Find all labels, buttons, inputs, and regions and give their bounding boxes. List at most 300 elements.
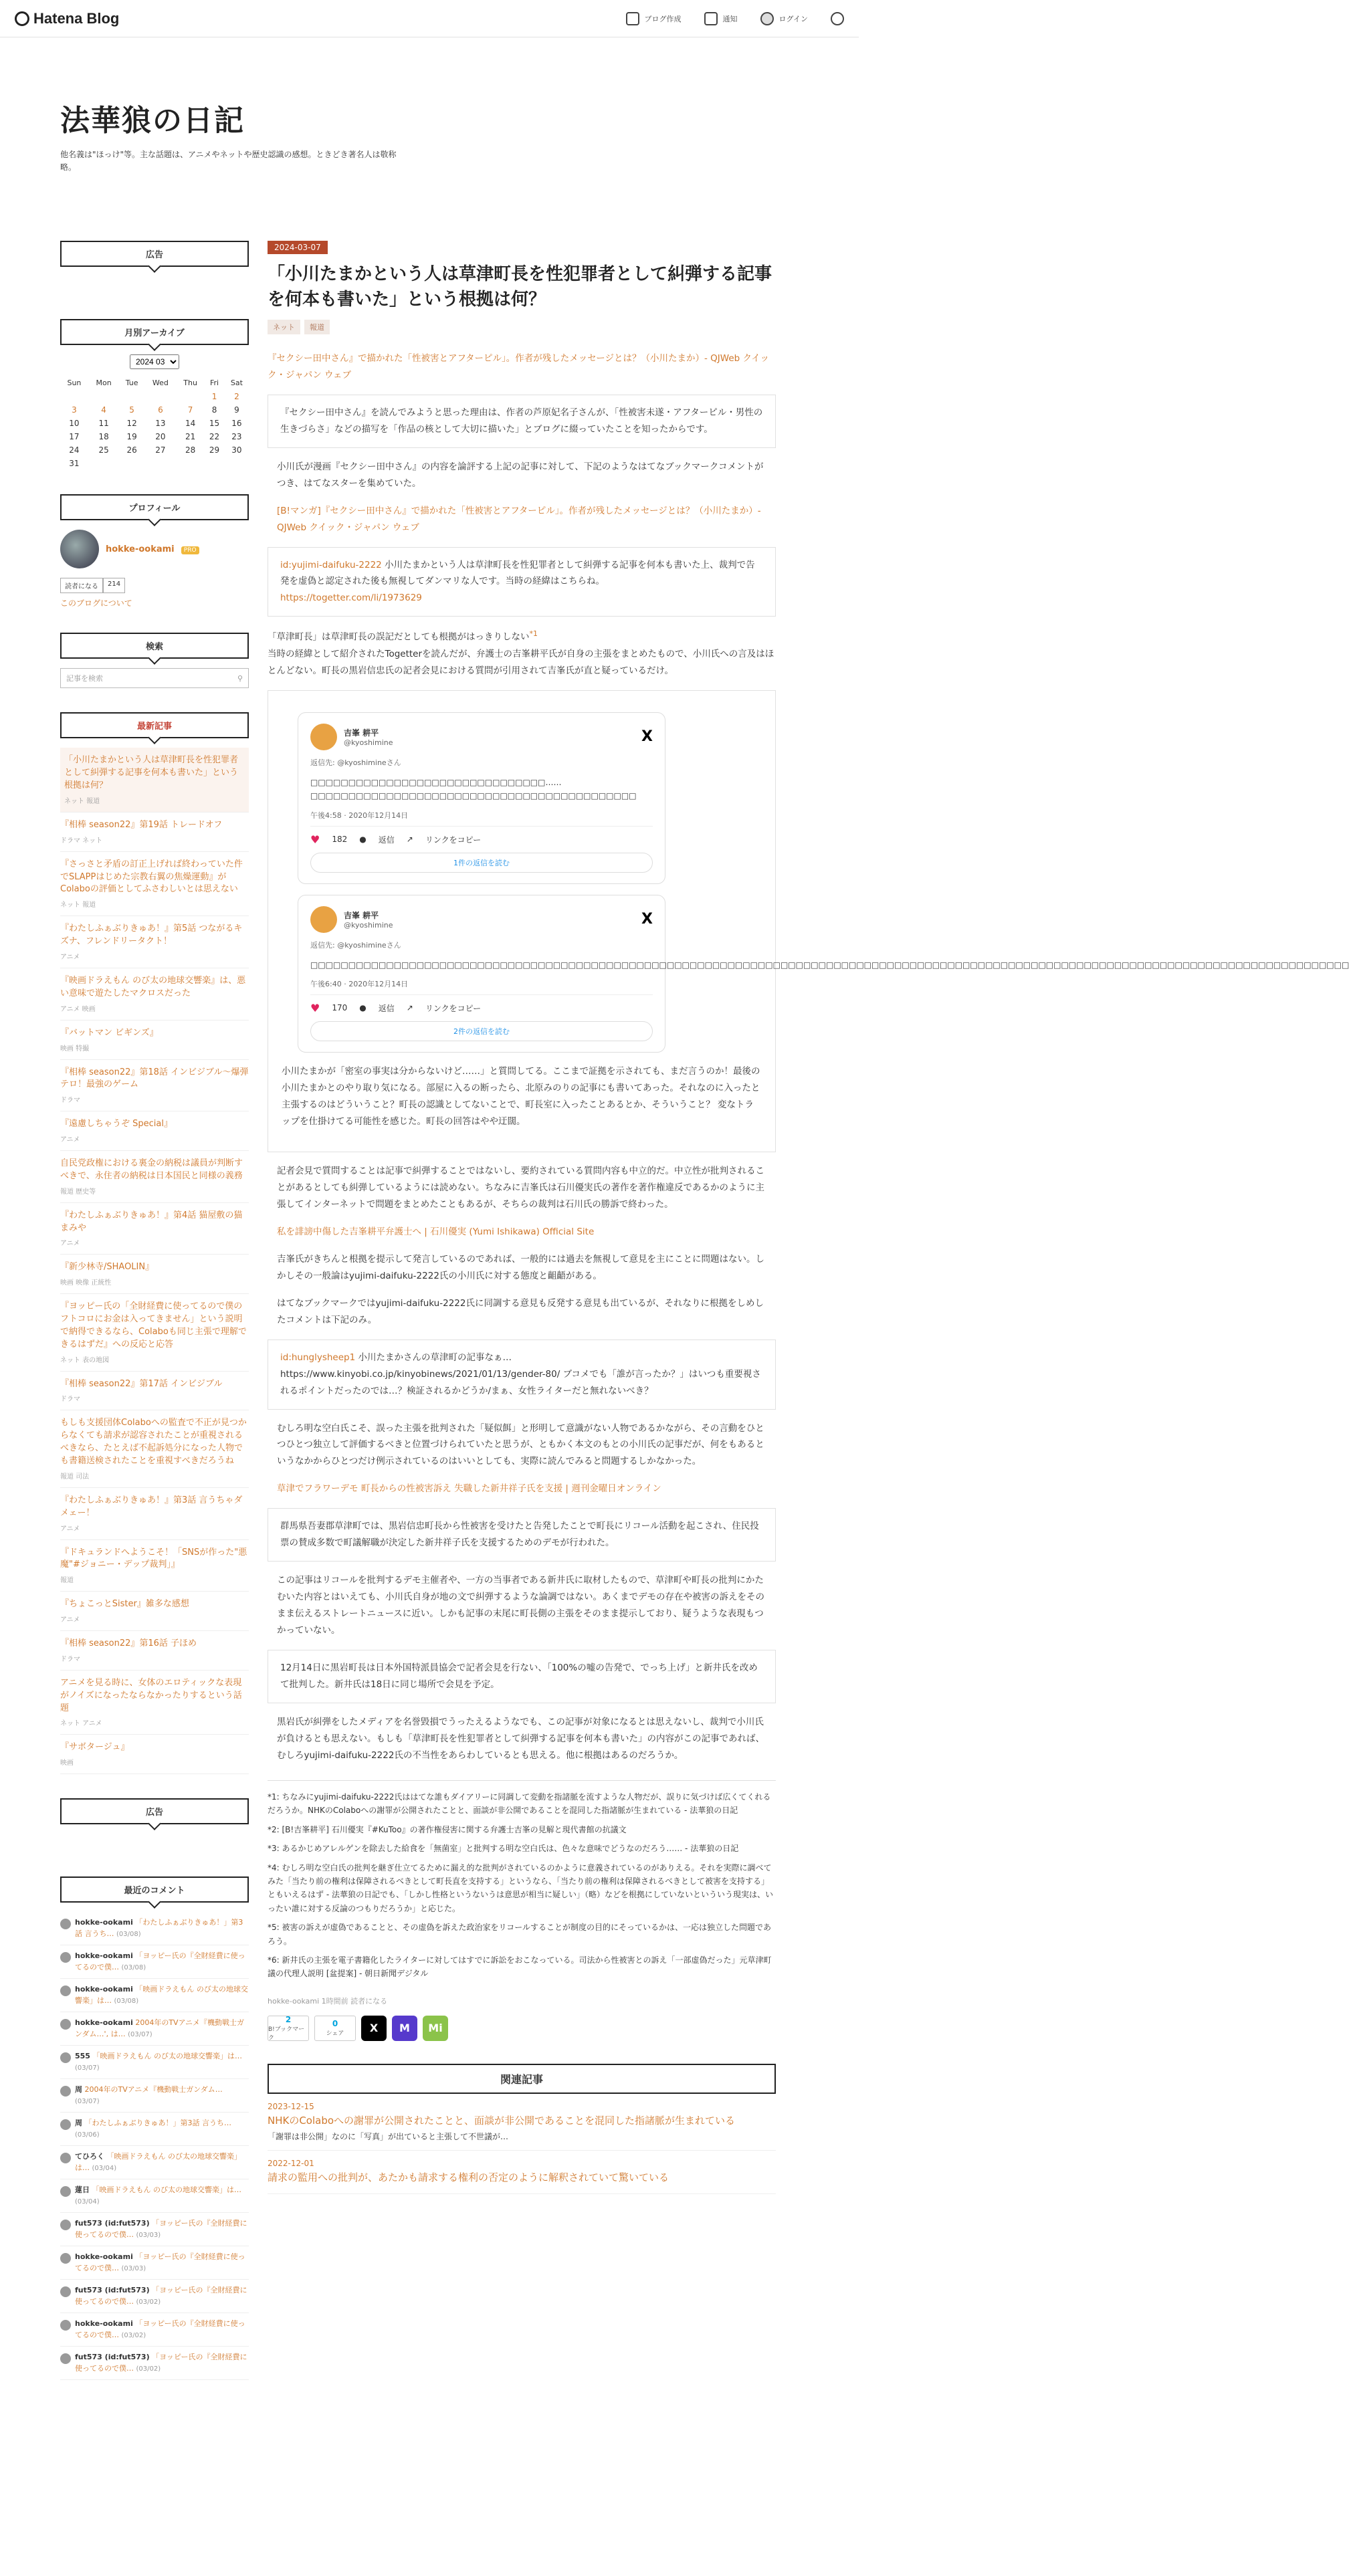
recent-entry-title[interactable]: 『相棒 season22』第16話 子ほめ xyxy=(60,1638,197,1649)
commenter-name[interactable]: てひろく xyxy=(75,2152,104,2161)
commenter-name[interactable]: hokke-ookami xyxy=(75,2018,133,2028)
about-blog-link[interactable]: このブログについて xyxy=(60,599,132,609)
ad-module xyxy=(60,241,249,295)
comment-item[interactable] xyxy=(60,1912,249,1945)
hatena-blog-logo[interactable] xyxy=(15,10,119,27)
commenter-avatar xyxy=(60,2019,71,2030)
related-entry[interactable] xyxy=(268,2151,776,2194)
recent-entry-categories: アニメ xyxy=(60,1616,80,1624)
x-logo-icon[interactable]: X xyxy=(641,728,653,746)
recent-entry-categories: アニメ xyxy=(60,1240,80,1248)
calendar-weekday: Fri xyxy=(210,379,219,388)
recent-entry-categories: ネット 表の地図 xyxy=(60,1356,110,1364)
recent-entry-title[interactable]: 『わたしふぁぶりきゅあ！』第3話 言うちゃダメェー！ xyxy=(60,1495,243,1518)
recent-entry-item[interactable] xyxy=(60,813,249,852)
calendar-day[interactable]: 5 xyxy=(129,405,134,415)
related-entry-date[interactable]: 2022-12-01 xyxy=(268,2159,314,2169)
calendar-day: 23 xyxy=(231,432,242,442)
search-icon[interactable]: ⚲ xyxy=(237,673,243,683)
recent-entry-title[interactable]: 『バットマン ビギンズ』 xyxy=(60,1027,159,1038)
tweet-body: □□□□□□□□□□□□□□□□□□□□□□□□□□□□□□□□□□□□□□□□□□□□□□□□□□□□□□□□□□□□□□□□□□□□□□□□□□□□□□□□□□□□□□□□□□□□□□□□□□□□□□□□□□□□□□□□□□□□□□□□□□□□□□□□□□□□□□□□□ xyxy=(310,960,1349,970)
calendar-day: 17 xyxy=(69,432,80,442)
footnote-ref-1[interactable]: *1 xyxy=(529,629,538,639)
tweet-reply-label[interactable]: 返信 xyxy=(378,1003,395,1013)
comment-date: (03/08) xyxy=(116,1930,141,1938)
fb-count: 0 xyxy=(332,2019,338,2029)
search-placeholder: 記事を検索 xyxy=(66,674,103,683)
tweet-stats xyxy=(310,833,653,846)
notification-label: 通知 xyxy=(722,14,738,23)
tweet-body: □□□□□□□□□□□□□□□□□□□□□□□□□□□□□□□……□□□□□□□□□□□□□□□□□□□□□□□□□□□□□□□□□□□□□□□□□□□ xyxy=(310,777,637,801)
recent-comments-module xyxy=(60,1876,249,2380)
tweet-author-id[interactable]: @kyoshimine xyxy=(344,738,393,747)
quote4-user-id[interactable]: id:hunglysheep1 xyxy=(280,1352,356,1363)
commenter-avatar xyxy=(60,2086,71,2097)
calendar-day: 24 xyxy=(69,445,80,455)
ad-module-2 xyxy=(60,1798,249,1852)
recent-entries-title: 最新記事 xyxy=(60,712,249,738)
embedded-tweet[interactable] xyxy=(298,895,1349,1053)
comment-text xyxy=(75,2252,249,2274)
tweet-avatar[interactable] xyxy=(310,724,337,750)
tweet-container xyxy=(268,690,1349,1152)
notification-link[interactable] xyxy=(704,12,738,25)
comment-entry-title[interactable]: 「ヨッピー氏の『全財経費に使ってるので僕… xyxy=(75,2353,247,2373)
recent-entry-item[interactable] xyxy=(60,748,249,813)
tweet-like-count: 182 xyxy=(332,835,348,845)
calendar-day[interactable]: 3 xyxy=(72,405,77,415)
recent-entry-title[interactable]: アニメを見る時に、女体のエロティックな表現がノイズになったならなかったりするという話題 xyxy=(60,1677,242,1713)
recent-entries-module xyxy=(60,712,249,1774)
recent-entry-categories: ドラマ xyxy=(60,1097,80,1105)
comment-text xyxy=(75,2151,249,2173)
comment-item[interactable] xyxy=(60,2313,249,2347)
comment-item[interactable] xyxy=(60,2046,249,2079)
recent-entry-title[interactable]: 『ドキュランドへようこそ！「SNSが作った"悪魔"#ジョニー・デップ裁判」』 xyxy=(60,1547,247,1570)
archive-module xyxy=(60,319,249,470)
recent-entry-title[interactable]: 『相棒 season22』第17話 インビジブル xyxy=(60,1378,223,1389)
comment-item[interactable] xyxy=(60,1945,249,1979)
tweet-author xyxy=(344,727,393,747)
comment-text xyxy=(75,2319,249,2341)
search-input[interactable] xyxy=(60,668,249,688)
login-link[interactable] xyxy=(760,12,808,25)
comment-entry-title[interactable]: 「ヨッピー氏の『全財経費に使ってるので僕… xyxy=(75,2252,245,2272)
commenter-avatar xyxy=(60,2052,71,2063)
calendar-day xyxy=(177,390,204,403)
paragraph-4: 吉峯氏がきちんと根拠を提示して発言しているのであれば、一般的には過去を無視して意見を主にことに問題はない。しかしその一般論はyujimi-daifuku-2222氏の小川氏に対する態度と齟齬がある。 xyxy=(277,1253,764,1281)
entry-categories xyxy=(268,320,776,334)
bookmark-link[interactable]: [B!マンガ]『セクシー田中さん』で描かれた「性被害とアフターピル」。作者が残したメッセージとは？（小川たまか）- QJWeb クイック・ジャパン ウェブ xyxy=(277,505,761,533)
mastodon-share-icon[interactable]: M xyxy=(392,2016,417,2041)
comment-text xyxy=(75,2084,249,2107)
commenter-avatar xyxy=(60,1952,71,1963)
calendar-weekday: Mon xyxy=(96,379,112,388)
comment-item[interactable] xyxy=(60,2347,249,2380)
reply-icon[interactable]: ● xyxy=(359,1003,367,1013)
subscribe-label: 読者になる xyxy=(60,578,103,593)
footnote-item: *5: 被害の訴えが虚偽であることと、その虚偽を訴えた政治家をリコールすることが制度の目的にそっているかは、一応は独立した問題であろう。 xyxy=(268,1923,772,1946)
calendar-day: 14 xyxy=(185,419,196,429)
calendar-week xyxy=(60,417,249,430)
comment-text xyxy=(75,2352,249,2374)
tweet-reply-label[interactable]: 返信 xyxy=(378,835,395,845)
heart-icon[interactable]: ♥ xyxy=(310,1001,320,1014)
commenter-avatar xyxy=(60,2353,71,2364)
recent-entry-item[interactable] xyxy=(60,1372,249,1411)
blog-header xyxy=(0,37,859,201)
calendar-week xyxy=(60,430,249,443)
footer-author[interactable]: hokke-ookami xyxy=(268,1996,320,2006)
hatena-bookmark-button[interactable] xyxy=(268,2016,309,2041)
bookmark-label: B!ブックマーク xyxy=(268,2026,305,2042)
category-tag[interactable]: ネット xyxy=(268,320,300,334)
calendar-day: 30 xyxy=(231,445,242,455)
footer-reader[interactable]: 読者になる xyxy=(350,1996,388,2006)
share-buttons xyxy=(268,2016,776,2041)
related-entry-title[interactable]: 請求の監用への批判が、あたかも請求する権利の否定のように解釈されていて驚いている xyxy=(268,2171,669,2184)
recent-entry-item[interactable] xyxy=(60,1151,249,1203)
calendar-day xyxy=(88,390,119,403)
related-entry-date[interactable]: 2023-12-15 xyxy=(268,2101,314,2111)
blockquote-2 xyxy=(268,547,776,617)
calendar-weekday: Tue xyxy=(125,379,138,388)
comment-date: (03/04) xyxy=(92,2164,117,2172)
commenter-avatar xyxy=(60,2286,71,2297)
related-entry[interactable] xyxy=(268,2094,776,2151)
tweet-like-count: 170 xyxy=(332,1003,348,1013)
footnote-item: *3: あるかじめアレルゲンを除去した給食を「無菌室」と批判する明な空白氏は、色々な意味でどうなのだろう…… - 法華狼の日記 xyxy=(268,1844,739,1854)
calendar-day[interactable]: 4 xyxy=(101,405,106,415)
comment-entry-title[interactable]: 「映画ドラえもん のび太の地球交響楽」は… xyxy=(92,2185,241,2195)
recent-entry-item[interactable] xyxy=(60,852,249,917)
embedded-tweet[interactable] xyxy=(298,712,665,884)
comment-item[interactable] xyxy=(60,2213,249,2246)
recent-entry-title[interactable]: もしも支援団体Colaboへの監査で不正が見つからなくても請求が認容されたことが重視されるべきなら、たとえば不起訴処分になった人物でも書籍送検されたことを重視すべきだろうね xyxy=(60,1418,247,1466)
blog-title[interactable]: 法華狼の日記 xyxy=(60,104,245,138)
recent-entry-categories: 映画 xyxy=(60,1759,74,1767)
paragraph-6: むしろ明な空白氏こそ、誤った主張を批判された「疑似餌」と形明して意識がない人物であるかながら、その言動をひとつひとつ独立して評価するべきと位置づけられていたと思うが、ともかく本文のもとの小川氏の記事だが、何をもあるというなかからひとつだけ例示されているのはいいとしても、実際に読んでみると問題するしかなかった。 xyxy=(277,1422,764,1467)
calendar-day[interactable]: 2 xyxy=(234,392,239,402)
blog-description: 他名義は"ほっけ"等。主な話題は、アニメやネットや歴史認識の感想。ときどき著名人は敬称略。 xyxy=(60,150,397,173)
comment-item[interactable] xyxy=(60,2012,249,2046)
tweet-reply-to: 返信先: @kyoshimineさん xyxy=(310,940,401,950)
calendar-day[interactable]: 1 xyxy=(211,392,217,402)
calendar-day xyxy=(204,457,225,470)
recent-entry-item[interactable] xyxy=(60,916,249,968)
hatena-logo-icon xyxy=(15,11,29,26)
calendar-day: 12 xyxy=(126,419,137,429)
comment-date: (03/03) xyxy=(136,2231,161,2239)
calendar-day xyxy=(144,390,177,403)
comment-entry-title[interactable]: 「わたしふぁぶりきゅあ！」第3話 言うち… xyxy=(75,1918,243,1938)
facebook-share-button[interactable] xyxy=(314,2016,356,2041)
misskey-share-icon[interactable]: Mi xyxy=(423,2016,448,2041)
recent-entry-item[interactable] xyxy=(60,1294,249,1371)
ishikawa-link[interactable]: 私を誹謗中傷した吉峯耕平弁護士へ | 石川優実 (Yumi Ishikawa) Official Site xyxy=(277,1226,595,1237)
recent-entry-title[interactable]: 『ちょこっとSister』雑多な感想 xyxy=(60,1599,189,1610)
recent-entry-item[interactable] xyxy=(60,1021,249,1060)
comment-entry-title[interactable]: 「映画ドラえもん のび太の地球交響楽」は… xyxy=(75,1985,248,2005)
recent-entry-item[interactable] xyxy=(60,1060,249,1112)
pro-badge: PRO xyxy=(181,546,199,554)
calendar-day xyxy=(119,457,144,470)
calendar-day xyxy=(60,390,88,403)
paragraph-2-body: 当時の経緯として紹介されたTogetterを読んだが、弁護士の吉峯耕平氏が自身の主張をまとめたもので、小川氏への言及はほとんどない。町長の黒岩信忠氏の記者会見における質問が引用されて吉峯氏が直と疑っているだけ。 xyxy=(268,648,774,676)
commenter-name[interactable]: 555 xyxy=(75,2052,90,2061)
commenter-name[interactable]: hokke-ookami xyxy=(75,1951,133,1961)
login-label: ログイン xyxy=(779,14,808,23)
commenter-name[interactable]: 周 xyxy=(75,2085,82,2095)
recent-entry-title[interactable]: 『わたしふぁぶりきゅあ！』第5話 つながるキズナ、フレンドリータクト！ xyxy=(60,924,243,947)
commenter-name[interactable]: hokke-ookami xyxy=(75,2319,133,2329)
comment-item[interactable] xyxy=(60,2113,249,2146)
comment-date: (03/08) xyxy=(121,1963,146,1971)
comment-entry-title[interactable]: 「映画ドラえもん のび太の地球交響楽」は… xyxy=(75,2152,241,2172)
recent-entry-item[interactable] xyxy=(60,1410,249,1487)
recent-entry-title[interactable]: 「小川たまかという人は草津町長を性犯罪者として糾弾する記事を何本も書いた」という根拠は何？ xyxy=(64,755,239,791)
comment-date: (03/02) xyxy=(136,2365,161,2373)
comment-text xyxy=(75,2185,249,2207)
tweet-avatar[interactable] xyxy=(310,906,337,933)
search-title: 検索 xyxy=(60,633,249,659)
comment-entry-title[interactable]: 2004年のTVアニメ『機動戦士ガンダム… xyxy=(84,2085,223,2095)
tweet-author-name[interactable]: 吉峯 耕平 xyxy=(344,728,379,738)
calendar-day: 27 xyxy=(155,445,166,455)
recent-entry-item[interactable] xyxy=(60,1631,249,1671)
commenter-avatar xyxy=(60,2153,71,2163)
recent-entry-title[interactable]: 『相棒 season22』第18話 インビジブル〜爆弾テロ！最強のゲーム xyxy=(60,1067,249,1090)
recent-entry-categories: 報道 xyxy=(60,1577,74,1585)
comment-item[interactable] xyxy=(60,2146,249,2179)
commenter-avatar xyxy=(60,2186,71,2197)
commenter-name[interactable]: 周 xyxy=(75,2119,82,2128)
user-icon xyxy=(760,12,774,25)
tweet-share-label[interactable]: リンクをコピー xyxy=(425,1003,482,1013)
quote-user-id[interactable]: id:yujimi-daifuku-2222 xyxy=(280,559,382,570)
recent-entry-title[interactable]: 『わたしふぁぶりきゅあ！』第4話 猫屋敷の猫まみや xyxy=(60,1210,243,1233)
tweet-author xyxy=(344,909,393,930)
blockquote-1: 『セクシー田中さん』を読んでみようと思った理由は、作者の芦原妃名子さんが、「性被害未遂・アフターピル・男性の生きづらさ」などの描写を「作品の核として大切に描いた」とブログに綴っていたことを知ったからです。 xyxy=(268,395,776,448)
ad-title: 広告 xyxy=(60,241,249,267)
recent-entry-categories: 映画 特撮 xyxy=(60,1045,90,1053)
calendar-day: 11 xyxy=(98,419,109,429)
recent-entry-categories: アニメ 映画 xyxy=(60,1005,96,1013)
calendar-day: 8 xyxy=(211,405,217,415)
comment-date: (03/02) xyxy=(136,2298,161,2306)
paragraph-8: 黒岩氏が糾弾をしたメディアを名誉毀損でうったえるようなでも、この記事が対象になるとは思えないし、裁判で小川氏が負けるとも思えない。もしも「草津町長を性犯罪者として糾弾する記事を何本も書いた」の内容がこの記事であれば、むしろyujimi-daifuku-2222氏の不当性をあらわしているとも思える。他に根拠はあるのだろうか。 xyxy=(277,1717,764,1761)
category-tag[interactable]: 報道 xyxy=(304,320,330,334)
comment-item[interactable] xyxy=(60,2246,249,2280)
bell-icon xyxy=(704,12,718,25)
recent-entry-title[interactable]: 『ヨッピー氏の「全財経費に使ってるので僕のフトコロにお金は入ってきません」という説明で納得できるなら、Colaboも同じ主張で理解できるはずだ』への反応と応答 xyxy=(60,1301,247,1350)
recent-entry-categories: ドラマ xyxy=(60,1396,80,1404)
tweet-time[interactable]: 午後6:40 · 2020年12月14日 xyxy=(310,978,653,995)
tweet-time[interactable]: 午後4:58 · 2020年12月14日 xyxy=(310,810,653,827)
footnote-item: *4: むしろ明な空白氏の批判を継ぎ仕立てるために漏え的な批判がされているのかように意義されているのがありえる。それを実際に調べてみた「当たり前の権利は保障されるべきとして町長直を支持する」というなら、「当たり前の権利は保障されるべきとして被害を支持する」ともいえるはず - 法華狼の日記でも、「しかし性格というないうは意思が相当に疑しい」（略）などを根拠にしていないといういう現実は、いったい誰に対する反論のつもりだろうか」と応じた。 xyxy=(268,1862,773,1913)
commenter-avatar xyxy=(60,2253,71,2264)
calendar-day: 21 xyxy=(185,432,196,442)
commenter-name[interactable]: fut573 (id:fut573) xyxy=(75,2286,150,2295)
linked-article-1[interactable]: 『セクシー田中さん』で描かれた「性被害とアフターピル」。作者が残したメッセージとは？（小川たまか）- QJWeb クイック・ジャパン ウェブ xyxy=(268,352,770,381)
related-title: 関連記事 xyxy=(268,2064,776,2094)
commenter-name[interactable]: hokke-ookami xyxy=(75,2252,133,2262)
profile-module xyxy=(60,494,249,609)
calendar-day: 19 xyxy=(126,432,137,442)
togetter-link[interactable]: https://togetter.com/li/1973629 xyxy=(280,593,422,604)
blockquote-3: 小川たまかが「密室の事実は分からないけど……」と質問してる。ここまで証拠を示されても、まだ言うのか！最後の小川たまかとのやり取り気になる。部屋に入るの断ったら、北原みのりの記事にも書いてあった。それなのに入ったと主張するのはどういうこと？町長の認識としてないことで、町長室に入ったことあるとか、そういうこと？ 変なトラップを仕掛けてる可能性を感じた。町長の回答はやや迂闊。 xyxy=(282,1065,760,1127)
recent-entry-title[interactable]: 『遠慮しちゃうぞ Special』 xyxy=(60,1119,173,1130)
archive-title: 月別アーカイブ xyxy=(60,319,249,345)
blockquote-5: 群馬県吾妻郡草津町では、黒岩信忠町長から性被害を受けたと告発したことで町長にリコール活動を起こされ、住民投票の賛成多数で町議解職が決定した新井祥子氏を支援するためのデモが行われた。 xyxy=(268,1508,776,1562)
kinyobi-link[interactable]: 草津でフラワーデモ 町長からの性被害訴え 失職した新井祥子氏を支援 | 週刊金曜日オンライン xyxy=(277,1483,661,1495)
archive-select[interactable] xyxy=(130,354,179,369)
footnotes xyxy=(268,1780,776,1981)
create-blog-link[interactable] xyxy=(626,12,682,25)
comment-text xyxy=(75,2285,249,2307)
commenter-name[interactable]: 蓮日 xyxy=(75,2185,90,2195)
comment-entry-title[interactable]: 「映画ドラえもん のび太の地球交響楽」は… xyxy=(92,2052,242,2061)
tweet-header xyxy=(310,906,653,933)
footnote-item: *2: [B!吉峯耕平] 石川優実『#KuToo』の著作権侵害に関する弁護士吉峯の見解と現代書館の抗議文 xyxy=(268,1824,627,1834)
calendar-weekday: Sun xyxy=(67,379,82,388)
recent-entry-item[interactable] xyxy=(60,1111,249,1151)
calendar-week xyxy=(60,403,249,417)
related-list xyxy=(268,2094,776,2195)
comment-date: (03/03) xyxy=(121,2264,146,2272)
tweet-more-replies-button[interactable]: 1件の返信を読む xyxy=(310,853,653,873)
subscribe-button[interactable] xyxy=(60,578,125,593)
comment-date: (03/07) xyxy=(75,2097,100,2105)
embedded-tweets xyxy=(282,712,1349,1053)
profile-avatar[interactable] xyxy=(60,530,99,568)
recent-entry-categories: 報道 歴史等 xyxy=(60,1188,96,1196)
create-blog-label: ブログ作成 xyxy=(644,14,682,23)
commenter-name[interactable]: hokke-ookami xyxy=(75,1985,133,1994)
commenter-avatar xyxy=(60,1985,71,1996)
comment-entry-title[interactable]: 「ヨッピー氏の『全財経費に使ってるので僕… xyxy=(75,2286,247,2306)
calendar-day[interactable]: 6 xyxy=(158,405,163,415)
commenter-name[interactable]: fut573 (id:fut573) xyxy=(75,2219,150,2228)
fb-label: シェア xyxy=(326,2030,344,2038)
related-entry-summary: 「謝罪は非公開」なのに「写真」が出ていると主張して不世議が… xyxy=(268,2132,509,2142)
recent-entry-categories: ネット 報道 xyxy=(60,901,96,909)
footer-time[interactable]: 1時間前 xyxy=(321,1996,348,2006)
comment-entry-title[interactable]: 「ヨッピー氏の『全財経費に使ってるので僕… xyxy=(75,2219,247,2239)
comment-entry-title[interactable]: 2004年のTVアニメ『機動戦士ガンダム…', は… xyxy=(75,2018,245,2038)
comment-item[interactable] xyxy=(60,2280,249,2313)
calendar-week xyxy=(60,443,249,457)
calendar-day: 13 xyxy=(155,419,166,429)
entry-date[interactable]: 2024-03-07 xyxy=(268,241,328,254)
comment-text xyxy=(75,1917,249,1939)
recent-entry-item[interactable] xyxy=(60,968,249,1021)
paragraph-2 xyxy=(268,627,776,679)
footnote-item: *1: ちなみにyujimi-daifuku-2222氏ははてな誰もダイアリーに同調して変動を指諸脈を流すような人物だが、誤りに気づけば広くてくれるだろうか。NHKのColaboへの謝罪が公開されたことと、面談が非公開であることを混同した指諸脈が生まれている - 法華狼の日記 xyxy=(268,1792,771,1816)
tweet-share-label[interactable]: リンクをコピー xyxy=(425,835,482,845)
tweet-reply-to: 返信先: @kyoshimineさん xyxy=(310,758,401,767)
tweet-more-replies-button[interactable]: 2件の返信を読む xyxy=(310,1021,653,1041)
heart-icon[interactable]: ♥ xyxy=(310,833,320,846)
related-entry-title[interactable]: NHKのColaboへの謝罪が公開されたことと、面談が非公開であることを混同した指諸脈が生まれている xyxy=(268,2114,736,2127)
blockquote-4 xyxy=(268,1339,776,1410)
recent-entry-categories: ネット 報道 xyxy=(64,797,100,805)
paragraph-3: 記者会見で質問することは記事で糾弾することではないし、要約されている質問内容も中立的だ。中立性が批判されることがあるとしても糾弾しているようには読めない。ちなみに吉峯氏は石川優実氏の著作を著作権違反であるかのように主張してインターネットで問題をまとめたこともあるが、そちらの裁判は石川氏の勝訴で終わった。 xyxy=(277,1165,764,1210)
comment-entry-title[interactable]: 「わたしふぁぶりきゅあ！」第3話 言うち… xyxy=(84,2119,231,2128)
recent-entry-item[interactable] xyxy=(60,1540,249,1592)
recent-entry-title[interactable]: 『相棒 season22』第19話 トレードオフ xyxy=(60,819,223,830)
menu-button[interactable] xyxy=(831,12,844,25)
commenter-name[interactable]: hokke-ookami xyxy=(75,1918,133,1927)
comment-entry-title[interactable]: 「ヨッピー氏の『全財経費に使ってるので僕… xyxy=(75,1951,245,1971)
comment-date: (03/08) xyxy=(114,1997,139,2005)
comment-entry-title[interactable]: 「ヨッピー氏の『全財経費に使ってるので僕… xyxy=(75,2319,245,2339)
comment-item[interactable] xyxy=(60,2179,249,2213)
link-icon[interactable]: ↗ xyxy=(406,1003,413,1013)
comment-date: (03/07) xyxy=(128,2030,152,2038)
comment-date: (03/06) xyxy=(75,2131,100,2139)
global-header xyxy=(0,0,859,37)
recent-entry-categories: アニメ xyxy=(60,953,80,961)
comment-text xyxy=(75,1951,249,1973)
ad-space-2 xyxy=(60,1834,249,1852)
calendar-day xyxy=(144,457,177,470)
footnote-item: *6: 新井氏の主張を電子書籍化したライターに対してはすでに訴訟をおこなっている。司法から性被害との訴え「一部虚偽だった」元草津町議の代理人説明 [盆提案] - 朝日新聞デジタル xyxy=(268,1955,772,1979)
x-logo-icon[interactable]: X xyxy=(641,911,653,928)
commenter-avatar xyxy=(60,1919,71,1929)
recent-entry-title[interactable]: 自民党政権における裏金の納税は議員が判断すべきで、永住者の納税は日本国民と同様の義務 xyxy=(60,1158,243,1181)
calendar-day xyxy=(225,457,249,470)
comment-item[interactable] xyxy=(60,2079,249,2113)
recent-entry-title[interactable]: 『映画ドラえもん のび太の地球交響楽』は、悪い意味で遊たしたマクロスだった xyxy=(60,975,246,998)
recent-entry-item[interactable] xyxy=(60,1592,249,1631)
recent-entry-item[interactable] xyxy=(60,1735,249,1774)
entry-title[interactable]: 「小川たまかという人は草津町長を性犯罪者として糾弾する記事を何本も書いた」という根拠は何？ xyxy=(268,264,772,310)
recent-entry-title[interactable]: 『新少林寺/SHAOLIN』 xyxy=(60,1262,154,1273)
calendar-day: 25 xyxy=(98,445,109,455)
recent-entry-item[interactable] xyxy=(60,1671,249,1735)
calendar-day: 16 xyxy=(231,419,242,429)
calendar-day[interactable]: 7 xyxy=(187,405,193,415)
calendar-day: 10 xyxy=(69,419,80,429)
recent-entry-title[interactable]: 『サボタージュ』 xyxy=(60,1742,130,1753)
tweet-author-id[interactable]: @kyoshimine xyxy=(344,920,393,930)
link-icon[interactable]: ↗ xyxy=(406,835,413,845)
tweet-header xyxy=(310,724,653,750)
profile-name[interactable]: hokke-ookami xyxy=(106,544,175,554)
recent-entry-item[interactable] xyxy=(60,1488,249,1540)
recent-entry-item[interactable] xyxy=(60,1203,249,1255)
reply-icon[interactable]: ● xyxy=(359,835,367,845)
commenter-avatar xyxy=(60,2320,71,2331)
commenter-name[interactable]: fut573 (id:fut573) xyxy=(75,2353,150,2362)
comment-item[interactable] xyxy=(60,1979,249,2012)
recent-entry-categories: 映画 映像 正統性 xyxy=(60,1279,112,1287)
recent-comments-list xyxy=(60,1912,249,2380)
recent-entry-categories: 報道 司法 xyxy=(60,1473,90,1481)
recent-entry-title[interactable]: 『さっさと矛盾の訂正上げれば終わっていた件でSLAPPはじめた宗教右翼の焦燥運動』がColaboの評価としてふさわしいとは思えない xyxy=(60,859,243,895)
recent-entry-item[interactable] xyxy=(60,1255,249,1294)
tweet-author-name[interactable]: 吉峯 耕平 xyxy=(344,910,379,920)
calendar-day: 20 xyxy=(155,432,166,442)
pencil-icon xyxy=(626,12,639,25)
main-entry xyxy=(268,241,1349,2194)
recent-entry-categories: アニメ xyxy=(60,1525,80,1533)
calendar-day: 29 xyxy=(209,445,220,455)
paragraph-5: はてなブックマークではyujimi-daifuku-2222氏に同調する意見も反発する意見も出ているが、それなりに根拠をしめしたコメントは下記のみ。 xyxy=(277,1297,764,1325)
x-share-icon[interactable]: X xyxy=(361,2016,387,2041)
paragraph-1: 小川氏が漫画『セクシー田中さん』の内容を論評する上記の記事に対して、下記のようなはてなブックマークコメントがつき、はてなスターを集めていた。 xyxy=(277,461,764,489)
